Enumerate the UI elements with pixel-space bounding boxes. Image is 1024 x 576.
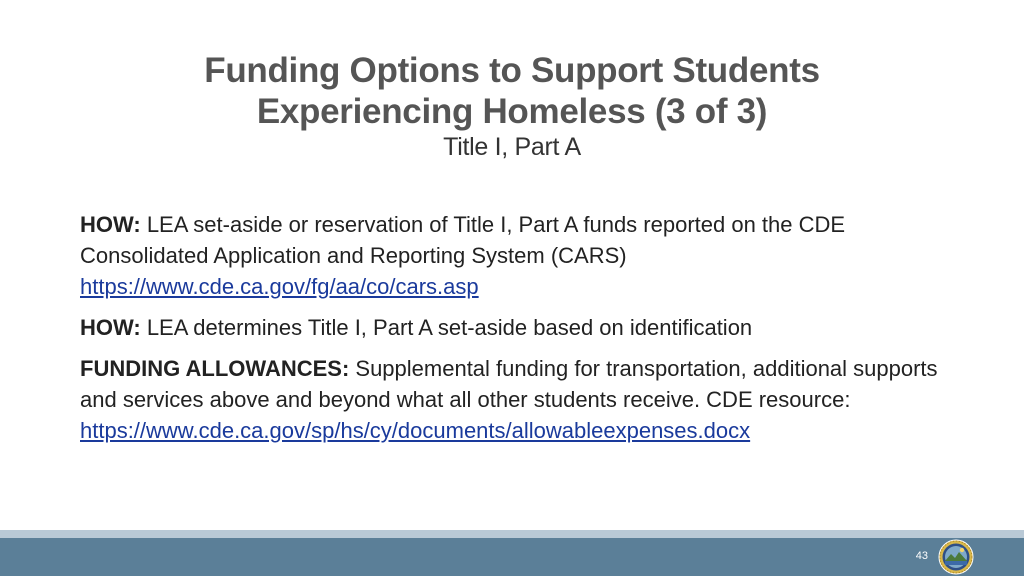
slide-subtitle: Title I, Part A (443, 133, 581, 161)
funding-allowances-paragraph (80, 353, 960, 446)
title-block (0, 50, 1024, 162)
cars-link[interactable]: https://www.cde.ca.gov/fg/aa/co/cars.asp (80, 274, 479, 299)
funding-allowances-label: FUNDING ALLOWANCES: (80, 356, 350, 381)
how-text-2: LEA determines Title I, Part A set-aside based on identification (140, 315, 753, 340)
footer-divider (0, 530, 1024, 538)
page-number: 43 (915, 550, 928, 562)
slide-title-line-2: Experiencing Homeless (3 of 3) (256, 92, 768, 131)
slide-title (0, 50, 1024, 132)
funding-allowances-text: Supplemental funding for transportation, additional supports and services above and beyond what all other students receive. CDE resource: (80, 356, 938, 412)
how-label-2: HOW: (80, 315, 141, 340)
how-label-1: HOW: (80, 212, 141, 237)
california-department-of-education-seal-icon (938, 539, 974, 575)
how-paragraph-1 (80, 209, 960, 302)
allowable-expenses-link[interactable]: https://www.cde.ca.gov/sp/hs/cy/documents/allowableexpenses.docx (80, 418, 751, 443)
slide-content (80, 209, 960, 456)
how-paragraph-2 (80, 312, 960, 343)
how-text-1: LEA set-aside or reservation of Title I, Part A funds reported on the CDE Consolidated Application and Reporting System (CARS) (80, 212, 846, 268)
footer-band (0, 538, 1024, 576)
slide-title-line-1: Funding Options to Support Students (204, 51, 820, 90)
